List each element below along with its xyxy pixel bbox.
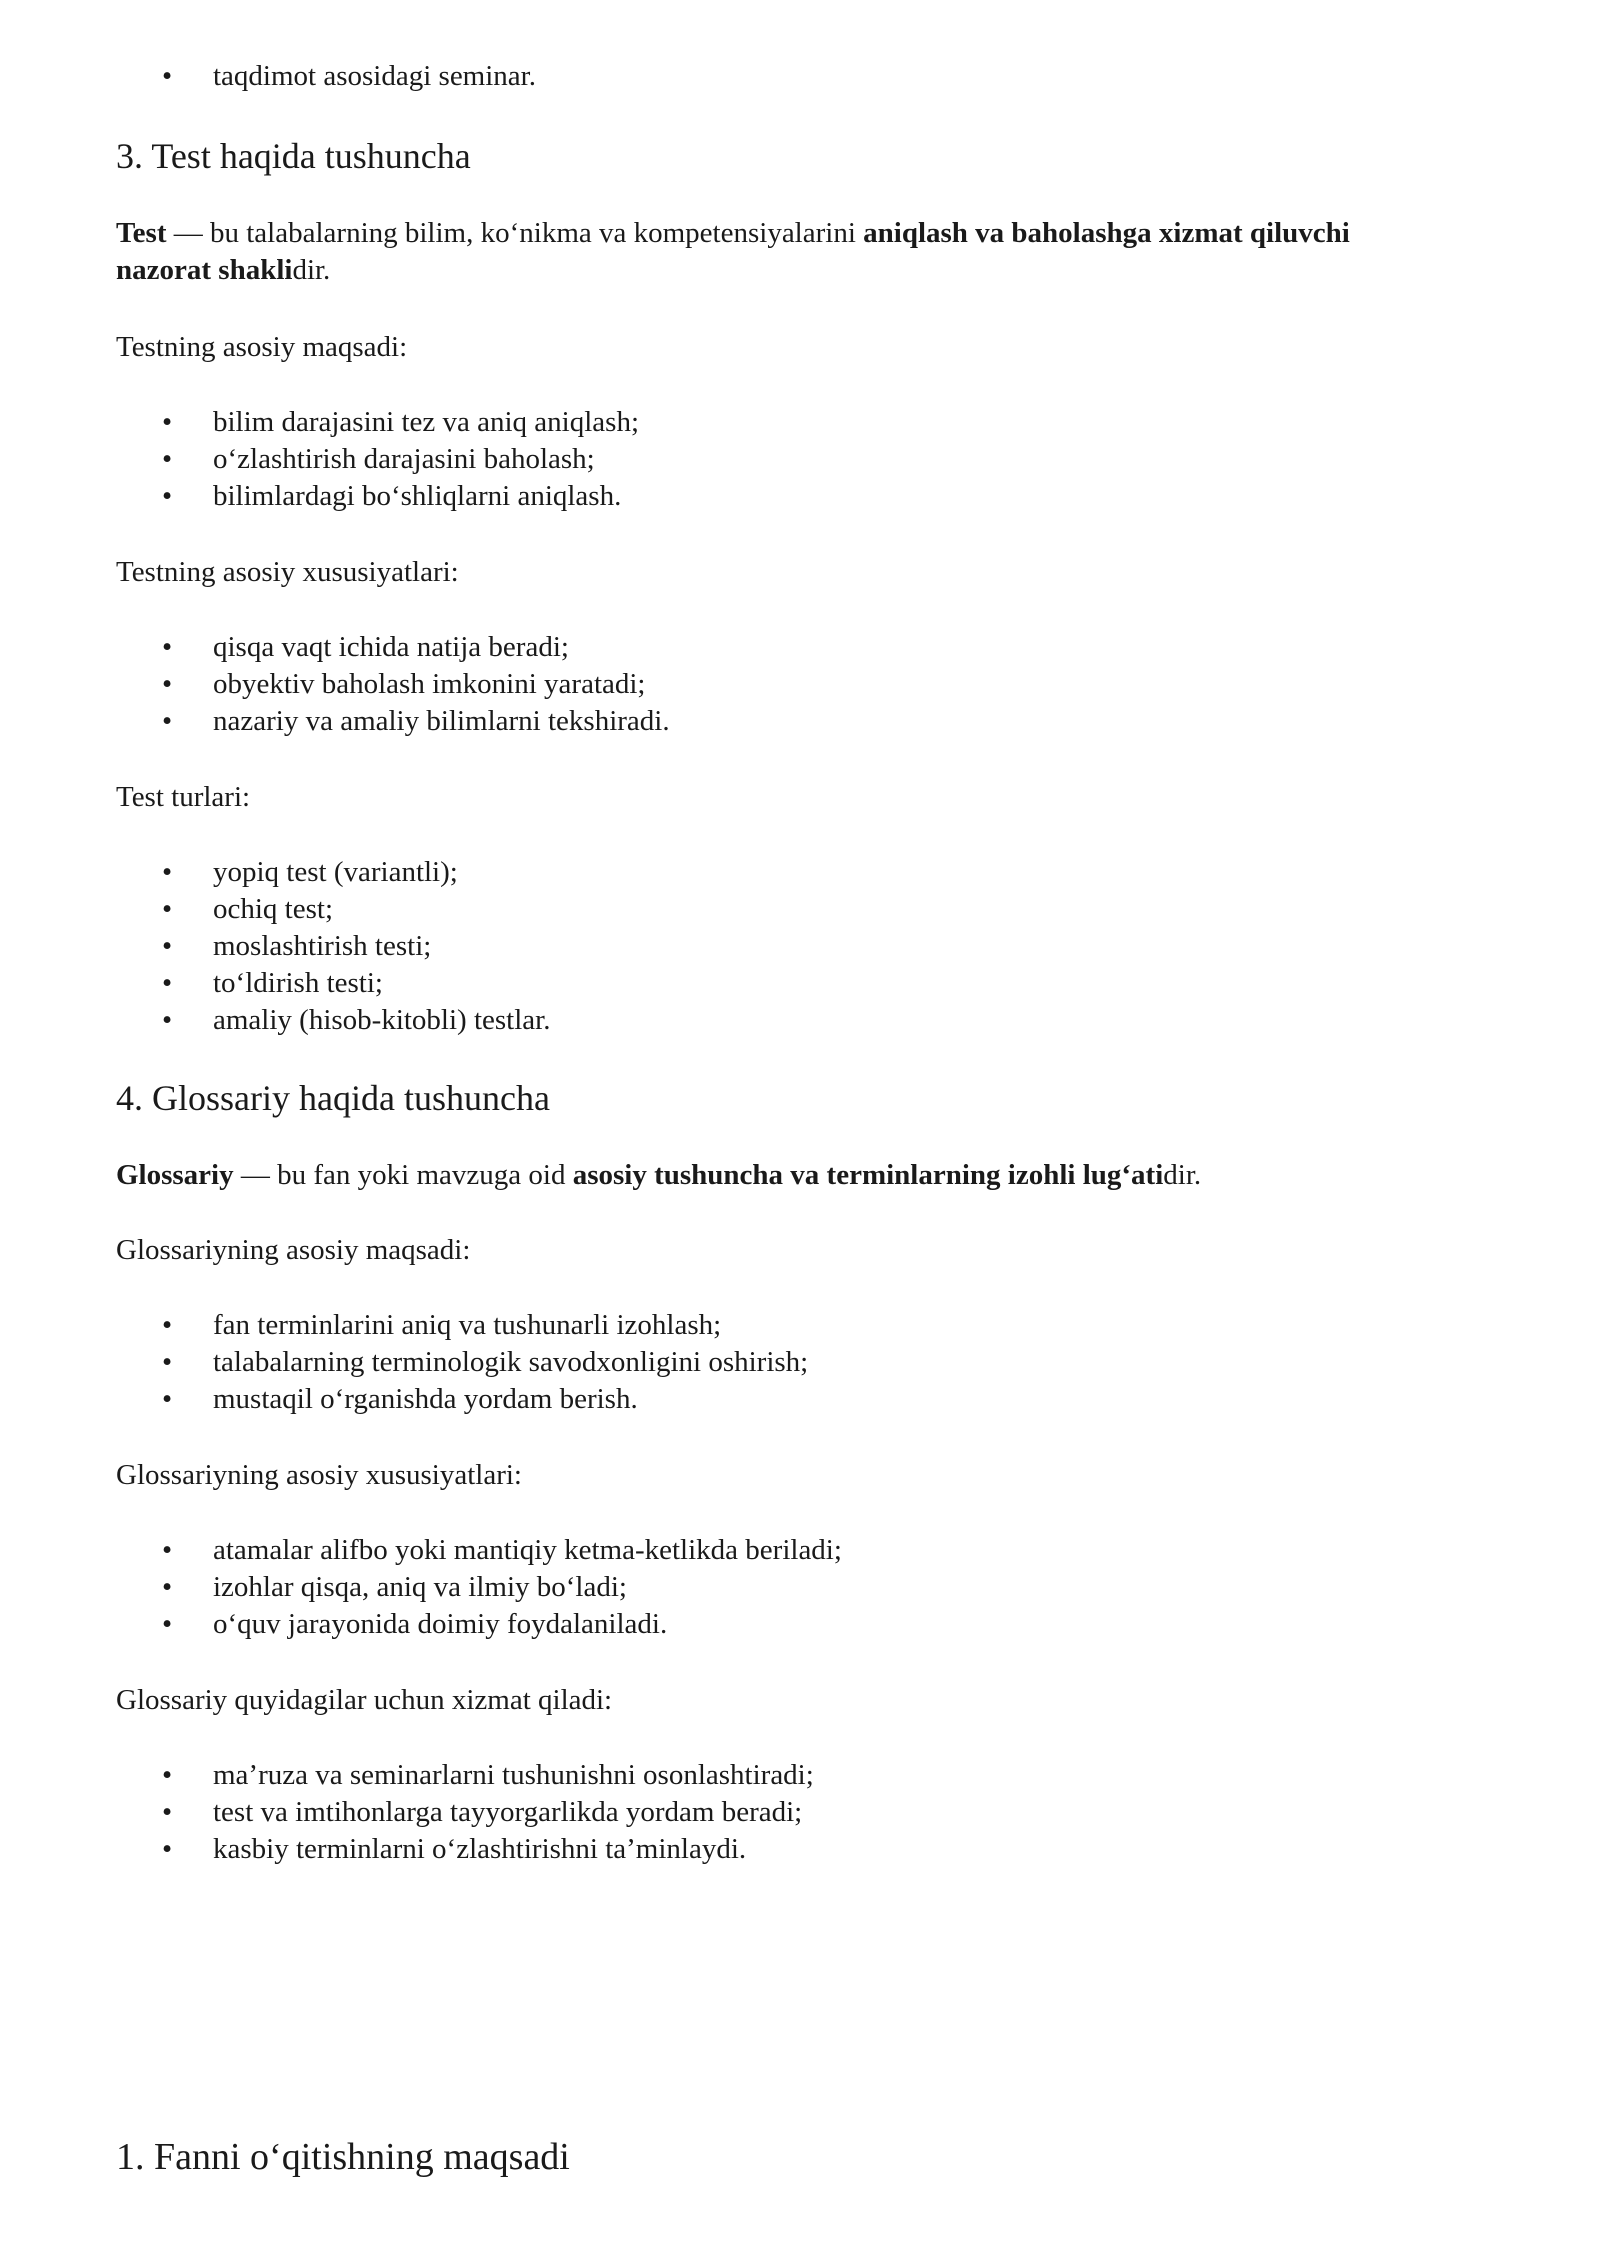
list-item: • kasbiy terminlarni o‘zlashtirishni ta’minlaydi. (116, 1831, 1476, 1868)
definition-bold: asosiy tushuncha va terminlarning izohli lug‘ati (572, 1159, 1164, 1191)
list-item: • nazariy va amaliy bilimlarni tekshiradi. (116, 703, 1476, 740)
list-item: • yopiq test (variantli); (116, 854, 1476, 891)
top-list (116, 58, 1476, 95)
test-features-label: Testning asosiy xususiyatlari: (116, 556, 459, 588)
glossary-serves-label: Glossariy quyidagilar uchun xizmat qiladi: (116, 1684, 613, 1716)
test-types-list (116, 854, 1476, 1039)
list-item: • qisqa vaqt ichida natija beradi; (116, 629, 1476, 666)
glossary-features-label: Glossariyning asosiy xususiyatlari: (116, 1459, 522, 1491)
list-item: • izohlar qisqa, aniq va ilmiy bo‘ladi; (116, 1569, 1476, 1606)
test-purpose-list (116, 404, 1476, 515)
term-glossary: Glossariy (116, 1159, 234, 1191)
list-item: • to‘ldirish testi; (116, 965, 1476, 1002)
definition-text: — bu fan yoki mavzuga oid (233, 1159, 573, 1191)
list-item: • ma’ruza va seminarlarni tushunishni osonlashtiradi; (116, 1757, 1476, 1794)
list-item: • fan terminlarini aniq va tushunarli izohlash; (116, 1307, 1476, 1344)
glossary-purpose-label: Glossariyning asosiy maqsadi: (116, 1234, 471, 1266)
test-purpose-label: Testning asosiy maqsadi: (116, 331, 408, 363)
definition-suffix: dir. (292, 254, 331, 286)
list-item: • atamalar alifbo yoki mantiqiy ketma-ketlikda beriladi; (116, 1532, 1476, 1569)
list-item: • o‘quv jarayonida doimiy foydalaniladi. (116, 1606, 1476, 1643)
list-item: • test va imtihonlarga tayyorgarlikda yordam beradi; (116, 1794, 1476, 1831)
list-item: • bilim darajasini tez va aniq aniqlash; (116, 404, 1476, 441)
definition-bold: aniqlash va baholashga xizmat qiluvchi nazorat shakli (116, 217, 1350, 286)
list-item: • mustaqil o‘rganishda yordam berish. (116, 1381, 1476, 1418)
glossary-purpose-list (116, 1307, 1476, 1418)
list-item: • taqdimot asosidagi seminar. (116, 58, 1476, 95)
section-1-heading: 1. Fanni o‘qitishning maqsadi (116, 2136, 570, 2178)
test-features-list (116, 629, 1476, 740)
list-item: • obyektiv baholash imkonini yaratadi; (116, 666, 1476, 703)
glossary-definition (116, 1157, 1476, 1194)
glossary-features-list (116, 1532, 1476, 1643)
list-item: • bilimlardagi bo‘shliqlarni aniqlash. (116, 478, 1476, 515)
list-item: • ochiq test; (116, 891, 1476, 928)
section-4-heading: 4. Glossariy haqida tushuncha (116, 1078, 550, 1118)
list-item: • amaliy (hisob-kitobli) testlar. (116, 1002, 1476, 1039)
test-definition (116, 215, 1416, 289)
term-test: Test (116, 217, 167, 249)
section-3-heading: 3. Test haqida tushuncha (116, 136, 471, 176)
list-item: • o‘zlashtirish darajasini baholash; (116, 441, 1476, 478)
definition-suffix: dir. (1163, 1159, 1202, 1191)
definition-text: — bu talabalarning bilim, ko‘nikma va kompetensiyalarini (166, 217, 864, 249)
list-item: • talabalarning terminologik savodxonligini oshirish; (116, 1344, 1476, 1381)
list-item: • moslashtirish testi; (116, 928, 1476, 965)
glossary-serves-list (116, 1757, 1476, 1868)
test-types-label: Test turlari: (116, 781, 251, 813)
